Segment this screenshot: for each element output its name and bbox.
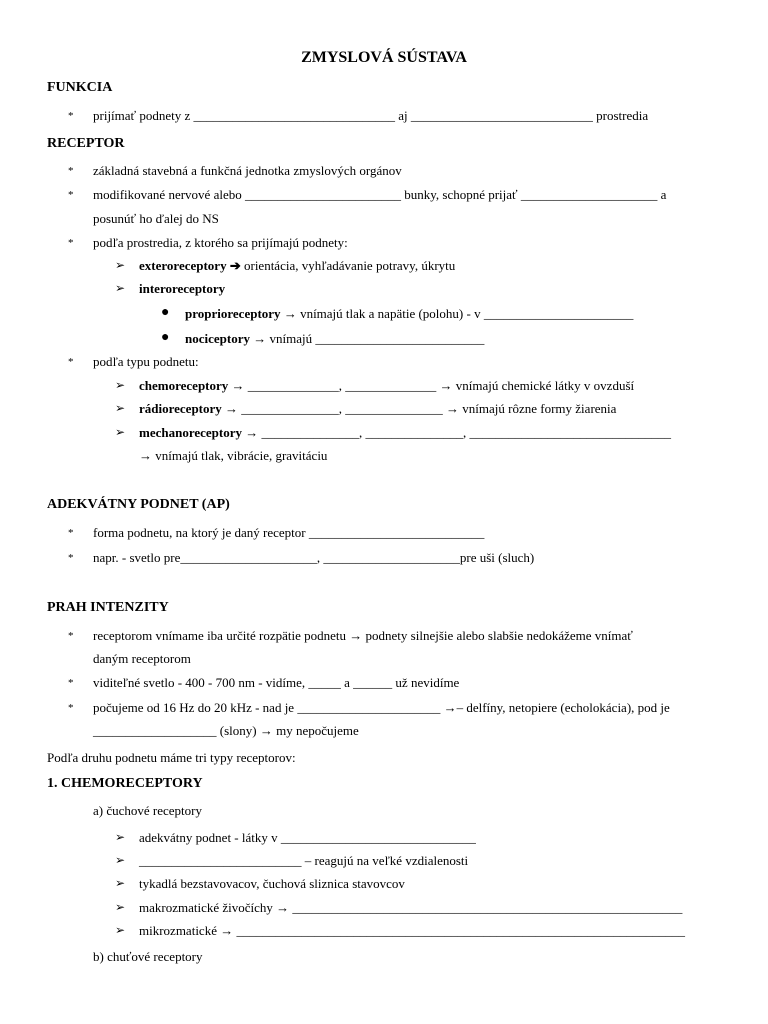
term-proprioreceptory: proprioreceptory	[185, 306, 281, 321]
line-chemoreceptory	[139, 378, 634, 394]
bullet-star: *	[68, 677, 74, 689]
dot-bullet: ●	[161, 305, 170, 320]
line-cuchove: a) čuchové receptory	[93, 803, 202, 818]
line-mechanoreceptory	[139, 425, 671, 441]
heading-chemoreceptory: 1. CHEMORECEPTORY	[47, 776, 203, 791]
document-title: ZMYSLOVÁ SÚSTAVA	[301, 49, 467, 66]
arrow-bullet: ➢	[115, 258, 126, 272]
line-intro: Podľa druhu podnetu máme tri typy receptorov:	[47, 750, 296, 765]
line-radioreceptory	[139, 401, 616, 417]
line-receptor-2a: modifikované nervové alebo ________________________ bunky, schopné prijať _____________________ a	[93, 187, 667, 202]
heading-funkcia: FUNKCIA	[47, 80, 113, 95]
bullet-star: *	[68, 527, 74, 539]
term-mechanoreceptory: mechanoreceptory	[139, 425, 243, 440]
line-receptor-4: podľa typu podnetu:	[93, 354, 199, 369]
line-funkcia-1: prijímať podnety z _______________________________ aj ____________________________ prostredia	[93, 108, 649, 123]
term-nociceptory: nociceptory	[185, 331, 250, 346]
heading-prah-intenzity: PRAH INTENZITY	[47, 600, 169, 615]
text-nociceptory: → vnímajú __________________________	[249, 331, 485, 346]
arrow-bullet: ➢	[115, 425, 126, 439]
line-chemo-3: tykadlá bezstavovacov, čuchová sliznica stavovcov	[139, 876, 405, 891]
term-chemoreceptory: chemoreceptory	[139, 378, 229, 393]
bullet-star: *	[68, 630, 74, 642]
line-chemo-2: _________________________ – reagujú na veľké vzdialenosti	[139, 853, 469, 868]
bullet-star: *	[68, 237, 74, 249]
arrow-bullet: ➢	[115, 830, 126, 844]
line-ap-2: napr. - svetlo pre_____________________, _____________________pre uši (sluch)	[93, 550, 535, 565]
arrow-bullet: ➢	[115, 378, 126, 392]
arrow-bullet: ➢	[115, 876, 126, 890]
text-chemoreceptory: → ______________, ______________ → vnímajú chemické látky v ovzduší	[228, 378, 635, 393]
arrow-bullet: ➢	[115, 900, 126, 914]
term-interoreceptory: interoreceptory	[139, 281, 226, 296]
bullet-star: *	[68, 552, 74, 564]
line-chemo-1: adekvátny podnet - látky v ______________________________	[139, 830, 476, 845]
line-chutove: b) chuťové receptory	[93, 949, 203, 964]
text-proprioreceptory: → vnímajú tlak a napätie (polohu) - v _______________________	[280, 306, 634, 321]
dot-bullet: ●	[161, 330, 170, 345]
line-exteroreceptory	[139, 258, 455, 274]
line-chemo-5: mikrozmatické → _____________________________________________________________________	[139, 923, 685, 938]
line-receptor-2b: posunúť ho ďalej do NS	[93, 211, 219, 226]
line-ap-1: forma podnetu, na ktorý je daný receptor ___________________________	[93, 525, 485, 540]
heading-receptor: RECEPTOR	[47, 136, 125, 151]
line-nociceptory	[185, 331, 484, 347]
text-radioreceptory: → _______________, _______________ → vnímajú rôzne formy žiarenia	[221, 401, 617, 416]
arrow-bullet: ➢	[115, 853, 126, 867]
text-mechanoreceptory: → _______________, _______________, _______________________________	[242, 425, 672, 440]
arrow-bullet: ➢	[115, 401, 126, 415]
line-prah-1a: receptorom vnímame iba určité rozpätie podnetu → podnety silnejšie alebo slabšie nedokážeme vnímať	[93, 628, 633, 643]
line-prah-3a: počujeme od 16 Hz do 20 kHz - nad je ______________________ →– delfíny, netopiere (echolokácia), pod je	[93, 700, 670, 715]
arrow-bullet: ➢	[115, 281, 126, 295]
bullet-star: *	[68, 702, 74, 714]
term-radioreceptory: rádioreceptory	[139, 401, 222, 416]
line-mechanoreceptory-2: → vnímajú tlak, vibrácie, gravitáciu	[139, 448, 328, 463]
bullet-star: *	[68, 356, 74, 368]
line-prah-3b: ___________________ (slony) → my nepočujeme	[93, 723, 359, 738]
heading-adekvatny-podnet: ADEKVÁTNY PODNET (AP)	[47, 497, 230, 512]
arrow-bullet: ➢	[115, 923, 126, 937]
line-prah-2: viditeľné svetlo - 400 - 700 nm - vidíme, _____ a ______ už nevidíme	[93, 675, 460, 690]
line-interoreceptory	[139, 281, 225, 297]
line-receptor-3: podľa prostredia, z ktorého sa prijímajú podnety:	[93, 235, 348, 250]
line-chemo-4: makrozmatické živočíchy → ____________________________________________________________	[139, 900, 683, 915]
bullet-star: *	[68, 165, 74, 177]
line-receptor-1: základná stavebná a funkčná jednotka zmyslových orgánov	[93, 163, 402, 178]
line-prah-1b: daným receptorom	[93, 651, 191, 666]
text-exteroreceptory: orientácia, vyhľadávanie potravy, úkrytu	[240, 258, 456, 273]
term-exteroreceptory: exteroreceptory ➔	[139, 258, 241, 273]
bullet-star: *	[68, 189, 74, 201]
line-proprioreceptory	[185, 306, 633, 322]
bullet-star: *	[68, 110, 74, 122]
